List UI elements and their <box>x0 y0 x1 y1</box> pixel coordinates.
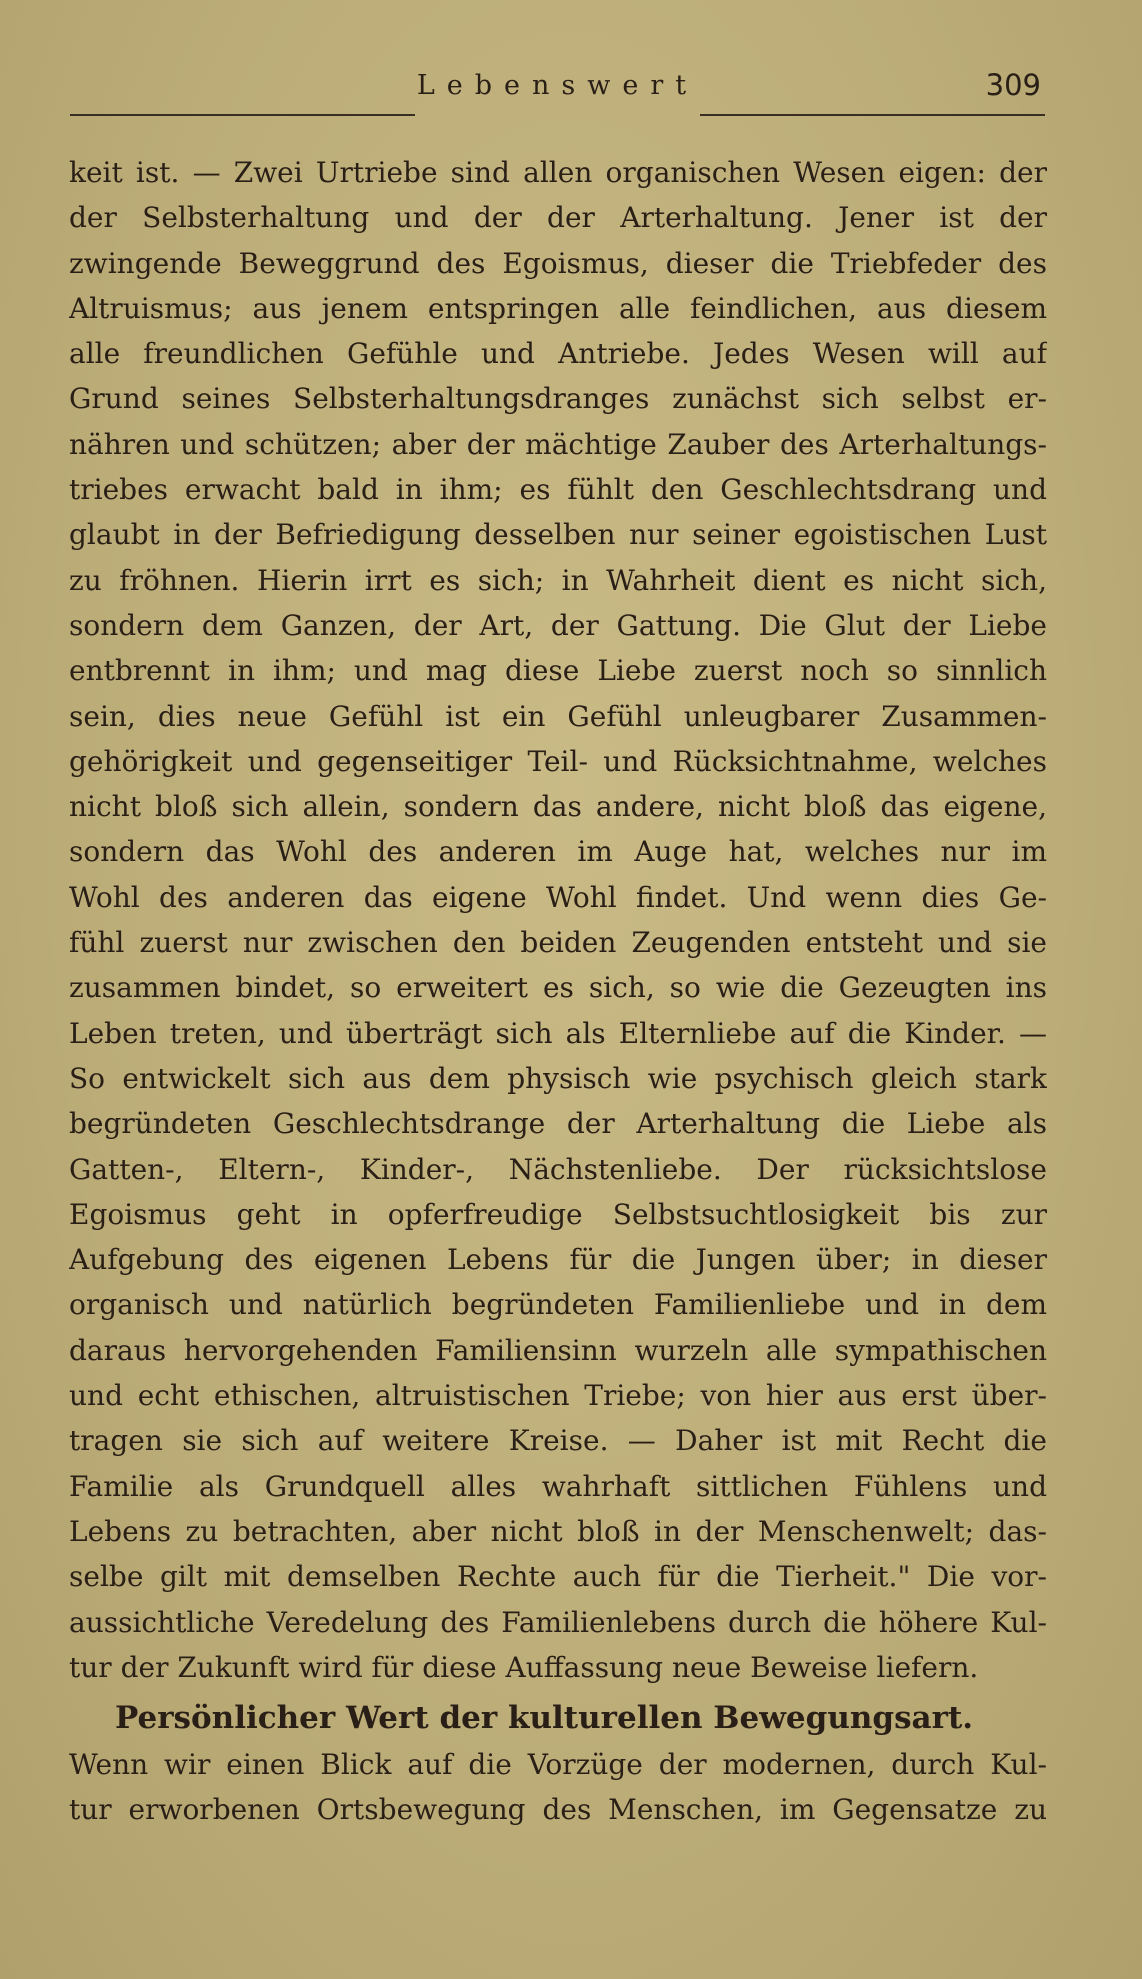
text-line: sondern das Wohl des anderen im Auge hat, welches nur im <box>69 835 1047 869</box>
section-heading: Persönlicher Wert der kulturellen Bewegungsart. <box>115 1700 974 1737</box>
text-line: keit ist. — Zwei Urtriebe sind allen organischen Wesen eigen: der <box>69 156 1047 189</box>
text-line: triebes erwacht bald in ihm; es fühlt den Geschlechtsdrang und <box>69 473 1047 507</box>
header-rule-right <box>700 114 1045 116</box>
text-line: Gatten-, Eltern-, Kinder-, Nächstenliebe. Der rücksichtslose <box>69 1152 1047 1186</box>
body-text <box>69 150 1047 1833</box>
text-line: begründeten Geschlechtsdrange der Arterhaltung die Liebe als <box>69 1107 1047 1141</box>
text-line: tur der Zukunft wird für diese Auffassung neue Beweise liefern. <box>69 1650 979 1684</box>
text-line: und echt ethischen, altruistischen Triebe; von hier aus erst über- <box>69 1379 1047 1413</box>
text-line: nicht bloß sich allein, sondern das andere, nicht bloß das eigene, <box>69 790 1047 824</box>
page-number: 309 <box>985 68 1041 102</box>
page-header <box>70 70 1045 118</box>
text-line: Wohl des anderen das eigene Wohl findet. Und wenn dies Ge- <box>69 880 1047 914</box>
text-line: Egoismus geht in opferfreudige Selbstsuchtlosigkeit bis zur <box>69 1197 1047 1231</box>
text-line: selbe gilt mit demselben Rechte auch für die Tierheit." Die vor- <box>69 1560 1047 1594</box>
text-line: fühl zuerst nur zwischen den beiden Zeugenden entsteht und sie <box>69 926 1047 960</box>
text-line: entbrennt in ihm; und mag diese Liebe zuerst noch so sinnlich <box>69 654 1047 688</box>
running-head: Lebenswert <box>416 70 699 101</box>
text-line: nähren und schützen; aber der mächtige Zauber des Arterhaltungs- <box>69 427 1047 461</box>
text-line: der Selbsterhaltung und der der Arterhaltung. Jener ist der <box>69 201 1047 235</box>
text-line: organisch und natürlich begründeten Familienliebe und in dem <box>69 1288 1047 1322</box>
text-line: tragen sie sich auf weitere Kreise. — Daher ist mit Recht die <box>69 1424 1047 1458</box>
text-line: So entwickelt sich aus dem physisch wie psychisch gleich stark <box>69 1061 1047 1095</box>
text-line: Lebens zu betrachten, aber nicht bloß in der Menschenwelt; das- <box>69 1514 1047 1548</box>
text-line: daraus hervorgehenden Familiensinn wurzeln alle sympathischen <box>69 1333 1047 1367</box>
text-line: Leben treten, und überträgt sich als Elternliebe auf die Kinder. — <box>69 1016 1047 1050</box>
text-line: alle freundlichen Gefühle und Antriebe. Jedes Wesen will auf <box>69 337 1047 371</box>
text-line: sein, dies neue Gefühl ist ein Gefühl unleugbarer Zusammen- <box>69 699 1047 733</box>
text-line: zwingende Beweggrund des Egoismus, dieser die Triebfeder des <box>69 246 1047 280</box>
text-line: Aufgebung des eigenen Lebens für die Jungen über; in dieser <box>69 1243 1047 1277</box>
text-line: Wenn wir einen Blick auf die Vorzüge der modernen, durch Kul- <box>69 1748 1047 1782</box>
text-line: glaubt in der Befriedigung desselben nur seiner egoistischen Lust <box>69 518 1047 552</box>
text-line: aussichtliche Veredelung des Familienlebens durch die höhere Kul- <box>69 1605 1047 1639</box>
text-line: sondern dem Ganzen, der Art, der Gattung. Die Glut der Liebe <box>69 608 1047 642</box>
text-line: gehörigkeit und gegenseitiger Teil- und Rücksichtnahme, welches <box>69 744 1047 778</box>
text-line: Altruismus; aus jenem entspringen alle feindlichen, aus diesem <box>69 291 1047 325</box>
text-line: zu fröhnen. Hierin irrt es sich; in Wahrheit dient es nicht sich, <box>69 563 1047 597</box>
text-line: tur erworbenen Ortsbewegung des Menschen, im Gegensatze zu <box>69 1793 1047 1827</box>
header-rule-left <box>70 114 415 116</box>
text-line: Grund seines Selbsterhaltungsdranges zunächst sich selbst er- <box>69 382 1047 416</box>
text-line: zusammen bindet, so erweitert es sich, so wie die Gezeugten ins <box>69 971 1047 1005</box>
text-line: Familie als Grundquell alles wahrhaft sittlichen Fühlens und <box>69 1469 1047 1503</box>
